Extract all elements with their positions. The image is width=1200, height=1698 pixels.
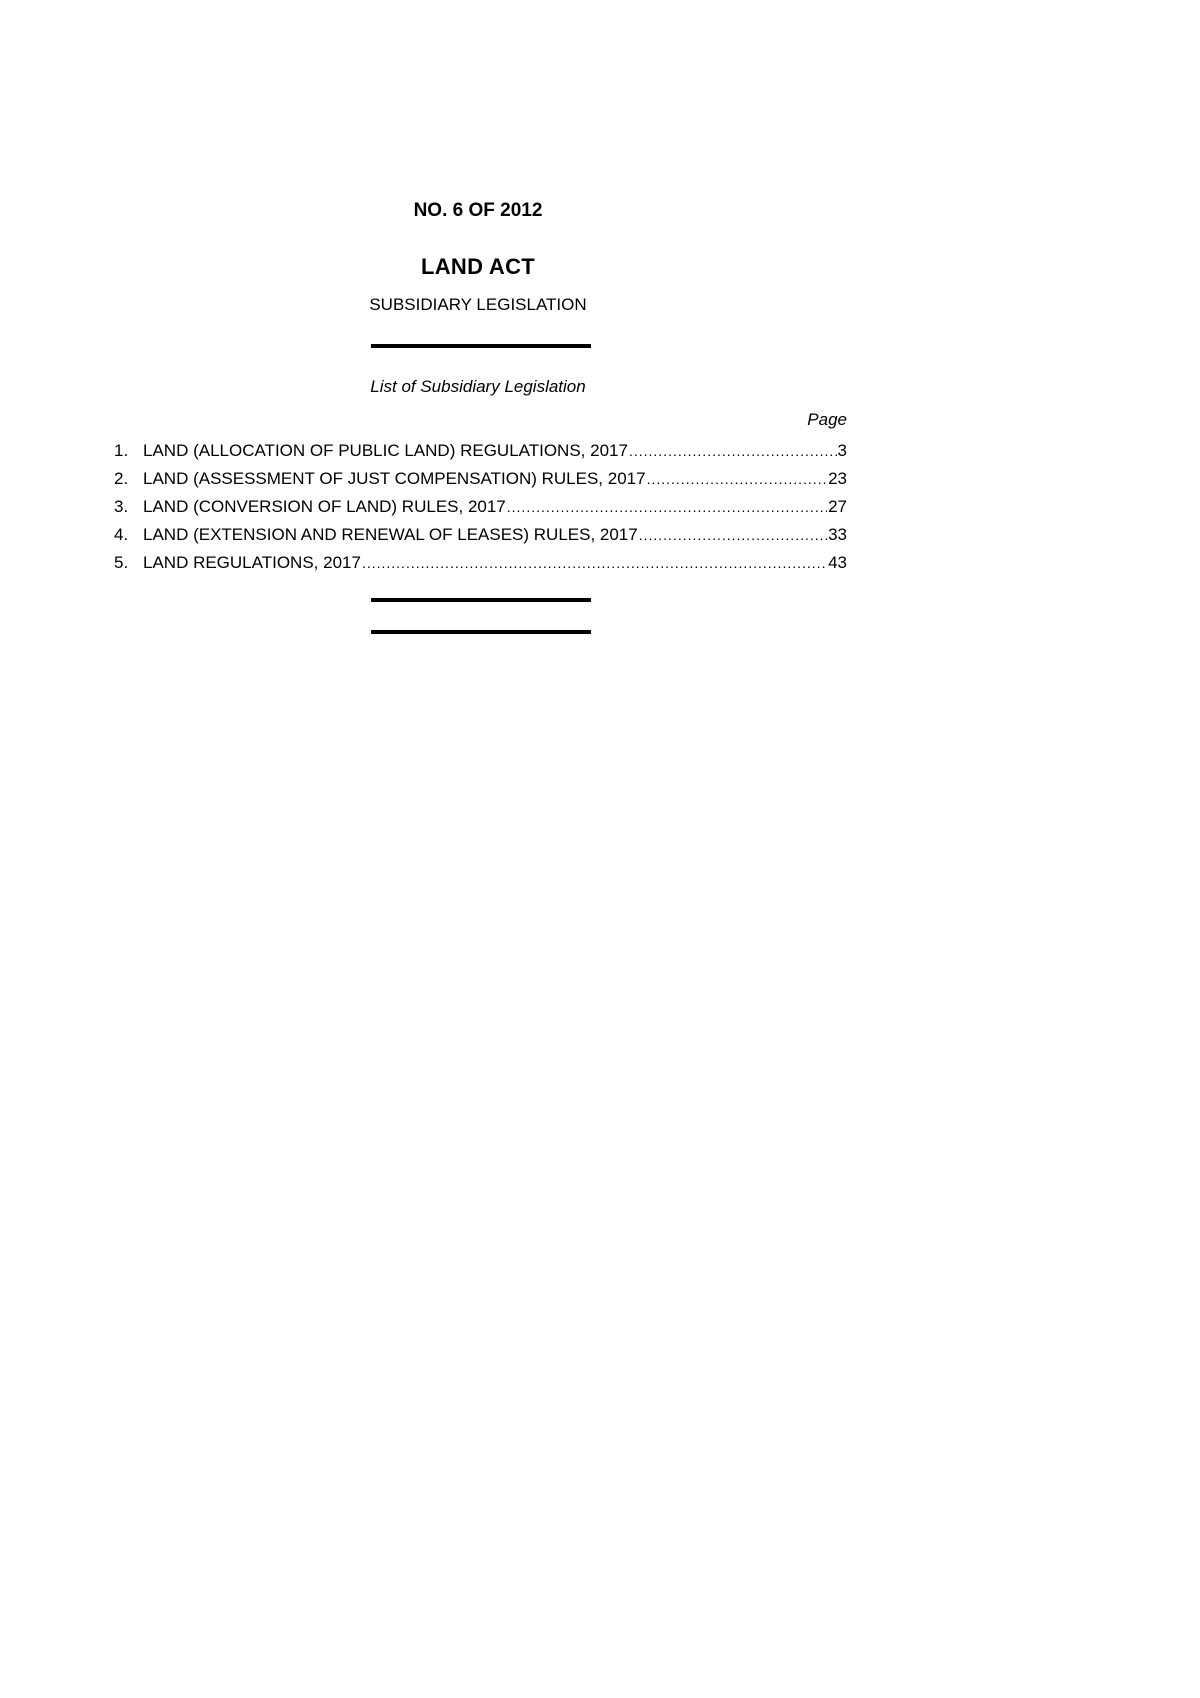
divider-rule (371, 344, 591, 348)
toc-entry-number: 1. (114, 441, 129, 460)
dot-leader (647, 465, 828, 493)
toc-entry[interactable] (114, 493, 847, 521)
toc-entry[interactable] (114, 521, 847, 549)
dot-leader (507, 493, 827, 521)
divider-rule (371, 598, 591, 602)
table-of-contents (114, 437, 847, 577)
act-subtitle: SUBSIDIARY LEGISLATION (369, 295, 587, 314)
list-heading: List of Subsidiary Legislation (370, 377, 586, 396)
act-title: LAND ACT (420, 254, 535, 279)
toc-entry-title: LAND (CONVERSION OF LAND) RULES, 2017 (143, 497, 506, 516)
divider-rule (371, 630, 591, 634)
toc-entry-number: 5. (114, 553, 129, 572)
toc-entry-page: 27 (828, 497, 847, 516)
page-column-label: Page (807, 410, 847, 429)
toc-entry-number: 2. (114, 469, 129, 488)
toc-entry-page: 3 (837, 441, 847, 460)
toc-entry[interactable] (114, 437, 847, 465)
toc-entry[interactable] (114, 549, 847, 577)
toc-entry-page: 43 (828, 553, 847, 572)
toc-entry-page: 23 (828, 469, 847, 488)
toc-entry-number: 4. (114, 525, 129, 544)
toc-entry-page: 33 (828, 525, 847, 544)
toc-entry-title: LAND (ALLOCATION OF PUBLIC LAND) REGULATIONS, 2017 (143, 441, 628, 460)
toc-entry-title: LAND (ASSESSMENT OF JUST COMPENSATION) RULES, 2017 (143, 469, 646, 488)
toc-entry-number: 3. (114, 497, 129, 516)
toc-entry-title: LAND (EXTENSION AND RENEWAL OF LEASES) RULES, 2017 (143, 525, 638, 544)
dot-leader (362, 549, 827, 577)
act-number: NO. 6 OF 2012 (413, 200, 543, 221)
toc-entry-title: LAND REGULATIONS, 2017 (143, 553, 361, 572)
dot-leader (629, 437, 837, 465)
toc-entry[interactable] (114, 465, 847, 493)
dot-leader (639, 521, 827, 549)
